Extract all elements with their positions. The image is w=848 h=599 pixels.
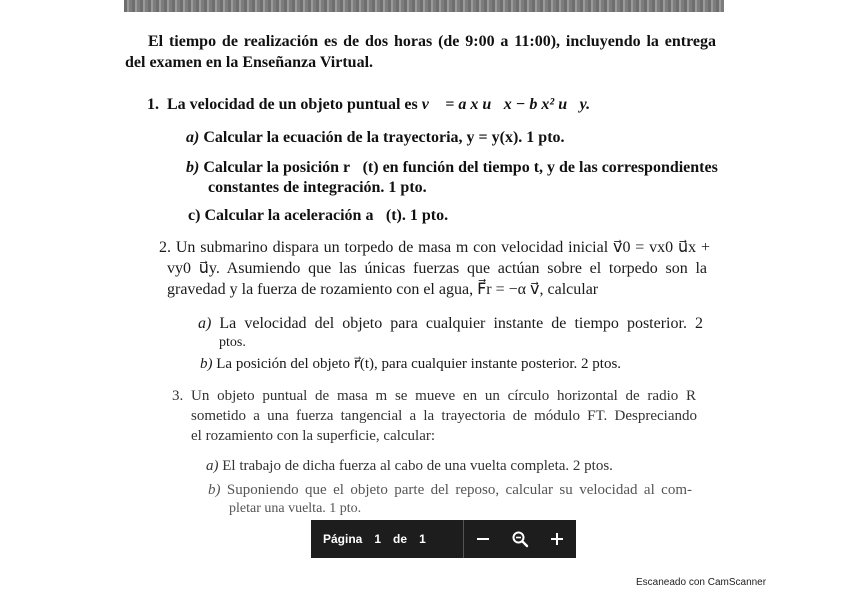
page-navigation-toolbar <box>311 520 576 558</box>
current-page-number: 1 <box>374 532 382 546</box>
page-indicator <box>311 532 463 546</box>
page-of-label: de <box>393 532 408 546</box>
question-1-text: La velocidad de un objeto puntual es <box>167 96 418 113</box>
zoom-in-button[interactable] <box>538 520 575 558</box>
question-1c-text: Calcular la aceleración a⃗(t). 1 pto. <box>204 207 449 224</box>
question-2a-text: La velocidad del objeto para cualquier instante de tiempo posterior. 2 <box>219 315 704 332</box>
question-1b-line-1 <box>186 158 718 178</box>
question-1c-label: c) <box>188 207 201 224</box>
plus-icon <box>550 532 564 546</box>
scanner-watermark: Escaneado con CamScanner <box>636 577 767 588</box>
question-3b-label: b) <box>208 482 221 498</box>
question-3-text-1: Un objeto puntual de masa m se mueve en un círculo horizontal de radio R <box>191 388 696 404</box>
question-1b-label: b) <box>186 159 200 176</box>
question-3-number: 3. <box>172 388 184 404</box>
page-label: Página <box>323 532 363 546</box>
question-1a-label: a) <box>186 129 200 146</box>
question-3a <box>206 456 613 476</box>
question-2b <box>200 354 621 374</box>
zoom-out-button[interactable] <box>464 520 501 558</box>
question-1a <box>186 128 565 148</box>
question-3b-text: Suponiendo que el objeto parte del reposo, calcular su velocidad al com- <box>226 482 692 498</box>
question-3b-line-1 <box>208 480 692 500</box>
question-2a-label: a) <box>198 315 212 332</box>
question-1-formula: v⃗ = a x u⃗x − b x² u⃗y. <box>421 96 591 113</box>
question-2-number: 2. <box>159 239 171 256</box>
question-1-number: 1. <box>147 96 159 113</box>
question-1b-text: Calcular la posición r⃗(t) en función del tiempo t, y de las correspondientes <box>203 159 718 176</box>
question-3-line-1 <box>172 386 696 406</box>
question-1a-text: Calcular la ecuación de la trayectoria, y = y(x). 1 pto. <box>203 129 565 146</box>
question-2-line-2: vy0 u⃗y. Asumiendo que las únicas fuerzas que actúan sobre el torpedo son la <box>167 260 707 277</box>
question-2-line-3: gravedad y la fuerza de rozamiento con el agua, F⃗r = −α v⃗, calcular <box>167 281 599 298</box>
question-1c <box>188 206 448 226</box>
question-3-line-3: el rozamiento con la superficie, calcular: <box>191 428 436 444</box>
question-2-text-1: Un submarino dispara un torpedo de masa m con velocidad inicial v⃗0 = vx0 u⃗x + <box>175 239 710 256</box>
question-3a-text: El trabajo de dicha fuerza al cabo de una vuelta completa. 2 ptos. <box>222 458 613 474</box>
question-3b-line-2: pletar una vuelta. 1 pto. <box>229 501 362 516</box>
intro-line-2: del examen en la Enseñanza Virtual. <box>125 54 374 71</box>
question-1b-line-2: constantes de integración. 1 pto. <box>208 179 427 196</box>
intro-line-1: El tiempo de realización es de dos horas (de 9:00 a 11:00), incluyendo la entrega <box>148 33 716 50</box>
question-2a-line-2: ptos. <box>219 335 246 350</box>
question-2b-label: b) <box>200 356 213 372</box>
question-2b-text: La posición del objeto r⃗(t), para cualquier instante posterior. 2 ptos. <box>216 356 622 372</box>
total-page-count: 1 <box>419 532 426 546</box>
question-2-line-1 <box>159 238 710 258</box>
question-1-stem <box>147 95 590 115</box>
question-3-line-2: sometido a una fuerza tangencial a la trayectoria de módulo FT. Despreciando <box>191 408 697 424</box>
question-2a-line-1 <box>198 314 703 334</box>
minus-icon <box>476 532 490 546</box>
question-3a-label: a) <box>206 458 219 474</box>
magnifier-icon <box>511 530 529 548</box>
zoom-reset-button[interactable] <box>501 520 538 558</box>
